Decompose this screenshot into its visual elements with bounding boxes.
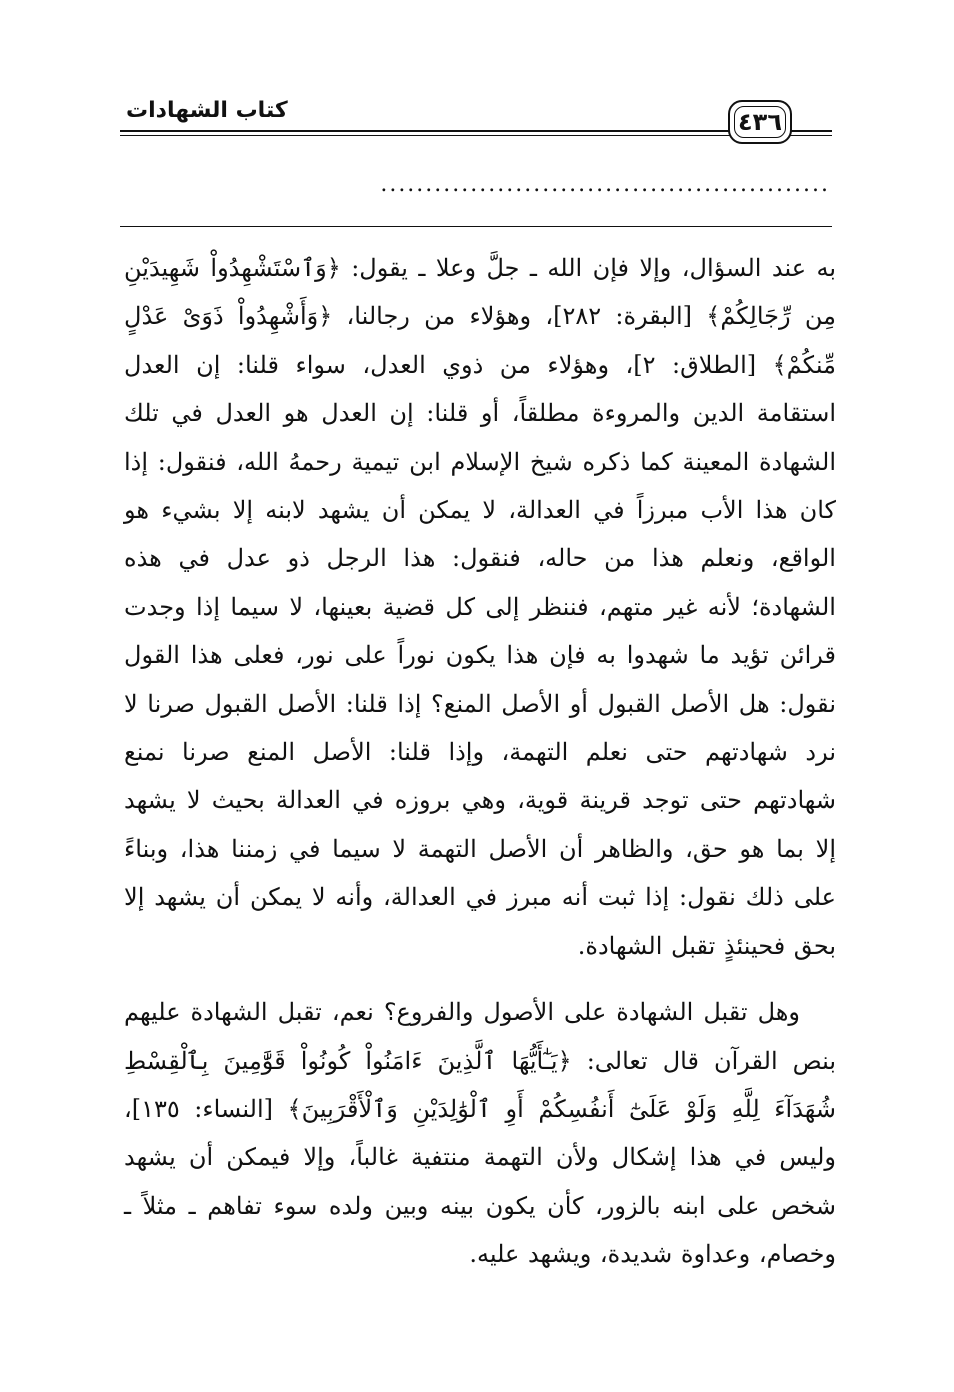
book-title: كتاب الشهادات [122,98,294,123]
text-line: هل الأصل القبول أو الأصل المنع؟ إذا قلنا: الأصل القبول [204,689,770,718]
text-line: به عند السؤال، وإلا فإن الله ـ جلَّ وعلا ـ يقول: ﴿وَٱسْتَشْهِدُواْ [210,254,836,282]
text-line: [النساء: ١٣٥]، وليس في هذا إشكال ولأن التهمة منتفية غالباً، [124,1094,836,1172]
text-line: الشهادة عليهم بنص القرآن قال تعالى: ﴿يَـٰٓأَيُّهَا ٱلَّذِينَ ءَامَنُواْ كُونُواْ [124,998,837,1075]
text-line: ولده سوء تفاهم ـ مثلاً ـ وخصام، وعداوة شديدة، ويشهد عليه. [124,1191,836,1269]
paragraph-2 [124,988,836,1278]
text-line: صرنا لا نرد شهادتهم حتى نعلم التهمة، وإذا قلنا: الأصل المنع [124,689,836,767]
page-number: ٤٣٦ [728,100,792,144]
text-line: سيما في زمننا هذا، وبناءً على ذلك نقول: إذا ثبت أنه مبرز في [124,834,836,912]
footnote-rule [120,226,832,227]
paragraph-1 [124,244,836,970]
footnote-dots: .................................................. [380,172,830,197]
text-line: وإلا فيمكن أن يشهد شخص على ابنه بالزور، كأن يكون بينه وبين [124,1143,836,1220]
text-line: قَوَّٰمِينَ بِٱلْقِسْطِ شُهَدَآءَ لِلَّهِ وَلَوْ عَلَىٰٓ أَنفُسِكُمْ أَوِ ٱلْوَٰلِدَيْنِ وَٱلْأَقْرَبِينَ﴾ [124,1046,836,1123]
text-line: إن العدل استقامة الدين والمروءة مطلقاً، أو قلنا: إن العدل هو [124,350,836,428]
text-line: صرنا نمنع شهادتهم حتى توجد قرينة قوية، وهي بروزه في العدالة [124,738,836,815]
page-header [120,92,832,136]
body-text [124,244,836,1279]
text-line: شهدوا به فإن هذا يكون نوراً على نور، فعلى هذا القول نقول: [124,641,836,718]
text-line: يمكن أن يشهد لابنه إلا بشيء هو الواقع، ونعلم هذا من حاله، [124,496,836,573]
text-line: بحيث لا يشهد إلا بما هو حق، والظاهر أن الأصل التهمة لا [124,786,836,863]
text-line: العدل في تلك الشهادة المعينة كما ذكره شيخ الإسلام ابن [124,399,837,476]
text-line: العدالة، وأنه لا يمكن أن يشهد إلا بحق فحينئذٍ تقبل الشهادة. [124,883,836,960]
text-line: ذَوَىْ عَدْلٍ مِّنكُمْ﴾ [الطلاق: ٢]، وهؤلاء من ذوي العدل، سواء قلنا: [124,302,837,379]
text-line: فنقول: هذا الرجل ذو عدل في هذه الشهادة؛ لأنه غير متهم، [124,544,836,621]
text-line: شَهِيدَيْنِ مِن رِّجَالِكُمْ﴾ [البقرة: ٢٨٢]، وهؤلاء من رجالنا، ﴿وَأَشْهِدُواْ [124,254,836,331]
text-line: فننظر إلى كل قضية بعينها، لا سيما إذا وجدت قرائن تؤيد ما [124,592,836,670]
header-rule-thin [120,135,832,136]
header-rule [120,130,832,132]
text-line: تيمية رحمهُ الله، فنقول: إذا كان هذا الأب مبرزاً في العدالة، لا [124,447,836,525]
text-line: وهل تقبل الشهادة على الأصول والفروع؟ نعم، تقبل [277,998,800,1027]
